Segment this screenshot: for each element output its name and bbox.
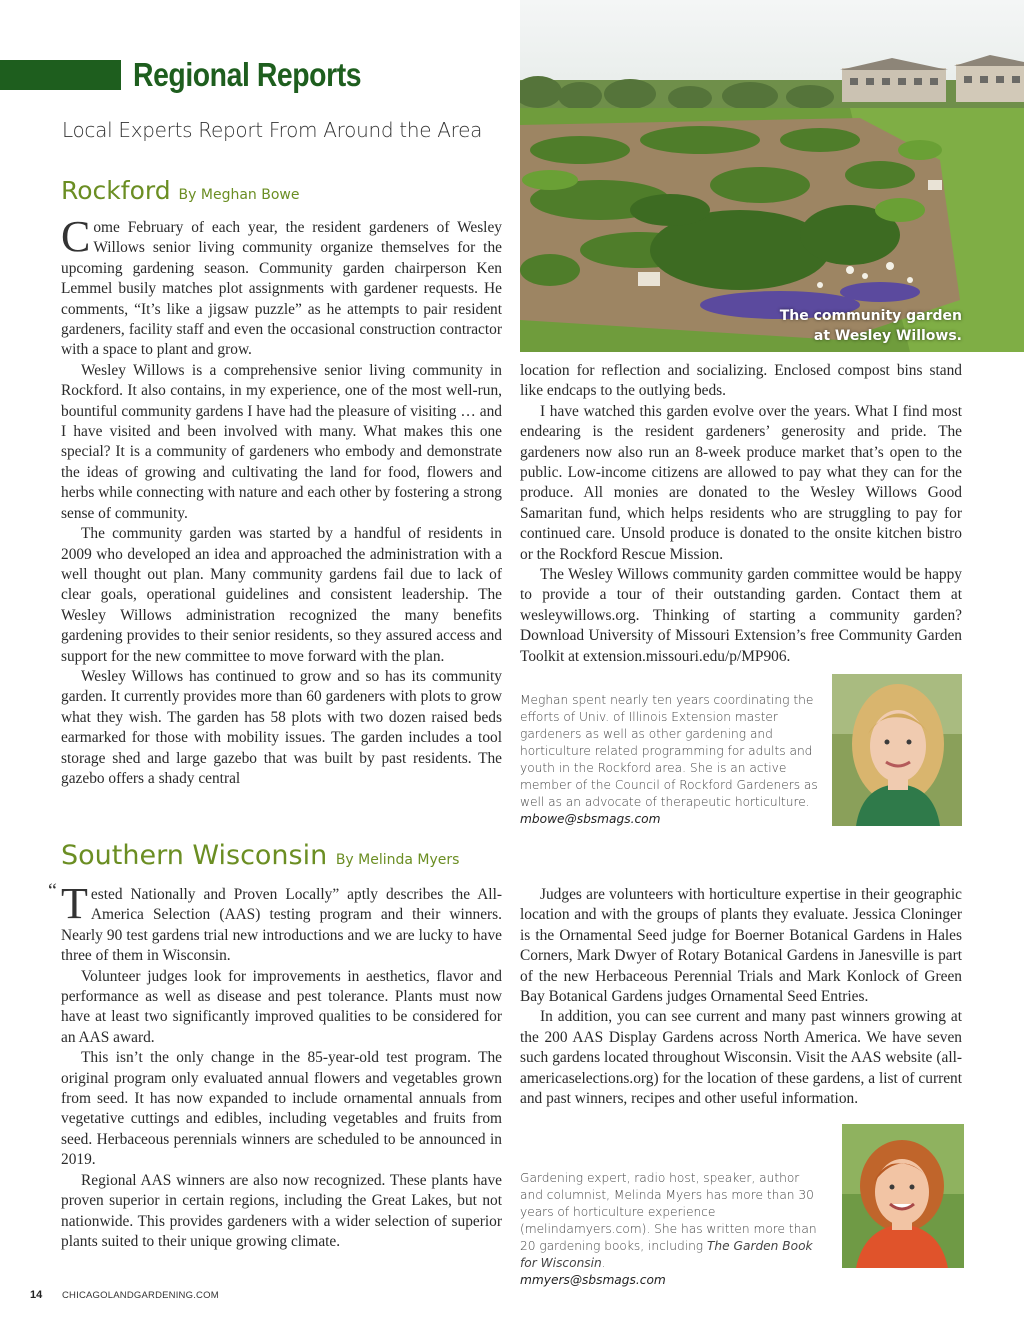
drop-cap: T bbox=[61, 879, 88, 928]
drop-cap: C bbox=[61, 212, 91, 261]
paragraph: This isn’t the only change in the 85-year-old test program. The original program only evaluated annual flowers and vegetables grown from seed. It has now expanded to include ornamental annuals from vegetative cuttings and edibles, including vegetables and fruits from seed. Herbaceous perennials winners are scheduled to be announced in 2019. bbox=[61, 1049, 502, 1169]
author-email[interactable]: mmyers@sbsmags.com bbox=[520, 1273, 666, 1287]
paragraph: Judges are volunteers with horticulture expertise in their geographic location and with the groups of plants they evaluate. Jessica Cloninger is the Ornamental Seed judge for Boerner Botanical Gardens in Hales Corners, Mark Dwyer of Rotary Botanical Gardens in Janesville is part of the new Herbaceous Perennial Trials and Mark Konlock of Green Bay Botanical Gardens judges Ornamental Seed Entries. bbox=[520, 886, 962, 1006]
page-number: 14 bbox=[30, 1289, 43, 1301]
rockford-left-column bbox=[61, 212, 502, 789]
author-bio-meghan bbox=[520, 692, 822, 828]
garden-illustration bbox=[520, 0, 1024, 352]
paragraph: In addition, you can see current and many past winners growing at the 200 AAS Display Gardens across North America. We have seven such gardens located throughout Wisconsin. Visit the AAS website (all-americaselections.org) for the location of these gardens, a list of current and past winners, recipes and other useful information. bbox=[520, 1008, 962, 1108]
opening-quote: “ bbox=[48, 880, 57, 902]
author-byline: By Melinda Myers bbox=[335, 852, 460, 868]
bio-text: Gardening expert, radio host, speaker, author and columnist, Melinda Myers has more than 30 years of horticulture experience (melindamyers.com). She has written more than 20 gardening books, including bbox=[520, 1171, 817, 1253]
rockford-heading bbox=[61, 176, 299, 205]
bio-text: Meghan spent nearly ten years coordinating the efforts of Univ. of Illinois Extension master gardeners as well as other gardening and horticulture related programming for adults and youth in the Rockford area. She is an active member of the Council of Rockford Gardeners as well as an advocate of therapeutic horticulture. bbox=[520, 693, 818, 809]
paragraph: location for reflection and socializing. Enclosed compost bins stand like endcaps to the outlying beds. bbox=[520, 362, 962, 400]
author-photo-meghan bbox=[832, 674, 962, 826]
author-bio-melinda: Gardening expert, radio host, speaker, author and columnist, Melinda Myers has more than 30 years of horticulture experience (melindamyers.com). She has written more than 20 gardening books, including The Garden Book for Wisconsin. mmyers@sbsmags.com bbox=[520, 1170, 826, 1289]
paragraph: The Wesley Willows community garden committee would be happy to provide a tour of their outstanding garden. Contact them at wesleywillows.org. Thinking of starting a community garden? Download University of Missouri Extension’s free Community Garden Toolkit at extension.missouri.edu/p/MP906. bbox=[520, 566, 962, 665]
region-name: Southern Wisconsin bbox=[61, 840, 328, 871]
author-email[interactable]: mbowe@sbsmags.com bbox=[520, 812, 661, 826]
photo-caption bbox=[780, 306, 962, 346]
page-subtitle: Local Experts Report From Around the Area bbox=[62, 118, 483, 142]
wisconsin-left-column bbox=[61, 879, 502, 1252]
paragraph: Tested Nationally and Proven Locally” aptly describes the All-America Selection (AAS) testing program and their winners. Nearly 90 test gardens trial new introductions and we are lucky to have three of them in Wisconsin. bbox=[61, 879, 502, 965]
paragraph: Regional AAS winners are also now recognized. These plants have proven superior in certain regions, including the Great Lakes, but not nationwide. This provides gardeners with a wider selection of superior plants suited to their unique growing climate. bbox=[61, 1171, 502, 1250]
section-color-bar bbox=[0, 60, 121, 90]
rockford-right-column bbox=[520, 361, 962, 667]
paragraph: The community garden was started by a handful of residents in 2009 who developed an idea and approached the administration with a well thought out plan. Many community gardens fail due to lack of clear goals, operational guidelines and consistent leadership. The Wesley Willows administration recognized the many benefits gardening provides to their senior residents, so they assured access and support for the new committee to move forward with the plan. bbox=[61, 525, 502, 665]
region-name: Rockford bbox=[61, 176, 171, 205]
photo-caption-line2: at Wesley Willows. bbox=[813, 328, 962, 344]
paragraph: Volunteer judges look for improvements in aesthetics, flavor and performance as well as disease and pest tolerance. Plants must now have at least two significantly improved qualities to be considered for an AAS award. bbox=[61, 967, 502, 1046]
photo-caption-line1: The community garden bbox=[779, 308, 962, 324]
author-photo-melinda bbox=[842, 1124, 964, 1268]
book-title: The Garden Book for Wisconsin bbox=[520, 1239, 813, 1270]
portrait-illustration bbox=[842, 1124, 964, 1268]
footer-site-url: CHICAGOLANDGARDENING.COM bbox=[62, 1290, 219, 1301]
paragraph: Wesley Willows has continued to grow and so has its community garden. It currently provides more than 60 gardeners with plots to grow what they wish. The garden has 58 plots with two dozen raised beds earmarked for those with mobility issues. The garden includes a tool storage shed and large gazebo that was built by past residents. The gazebo offers a shady central bbox=[61, 667, 502, 787]
section-title: Regional Reports bbox=[133, 56, 362, 93]
community-garden-photo bbox=[520, 0, 1024, 352]
portrait-illustration bbox=[832, 674, 962, 826]
paragraph: I have watched this garden evolve over the years. What I find most endearing is the resident gardeners’ generosity and pride. The gardeners now also run an 8-week produce market that’s open to the public. Low-income citizens are allowed to pay what they can for the produce. All monies are donated to the Wesley Willows Good Samaritan fund, which helps residents who are struggling to pay for continued care. Unsold produce is donated to the onsite kitchen bistro or the Rockford Rescue Mission. bbox=[520, 402, 962, 563]
paragraph: Wesley Willows is a comprehensive senior living community in Rockford. It also contains, in my experience, one of the most well-run, bountiful community gardens I have had the pleasure of visiting … and I have visited and been involved with many. What makes this one special? It is a community of gardeners who embody and demonstrate the ideas of growing and cultivating the land for food, flowers and herbs while connecting with nature and each other by fostering a strong sense of community. bbox=[61, 361, 502, 522]
paragraph: Come February of each year, the resident gardeners of Wesley Willows senior living community organize themselves for the upcoming gardening season. Community garden chairperson Ken Lemmel busily matches plot assignments with gardener requests. He comments, “It’s like a jigsaw puzzle” as he attempts to pair resident gardeners, facility staff and even the occasional construction contractor with a space to plant and grow. bbox=[61, 212, 502, 359]
wisconsin-heading bbox=[61, 840, 459, 871]
wisconsin-right-column bbox=[520, 885, 962, 1109]
author-byline: By Meghan Bowe bbox=[178, 187, 300, 203]
